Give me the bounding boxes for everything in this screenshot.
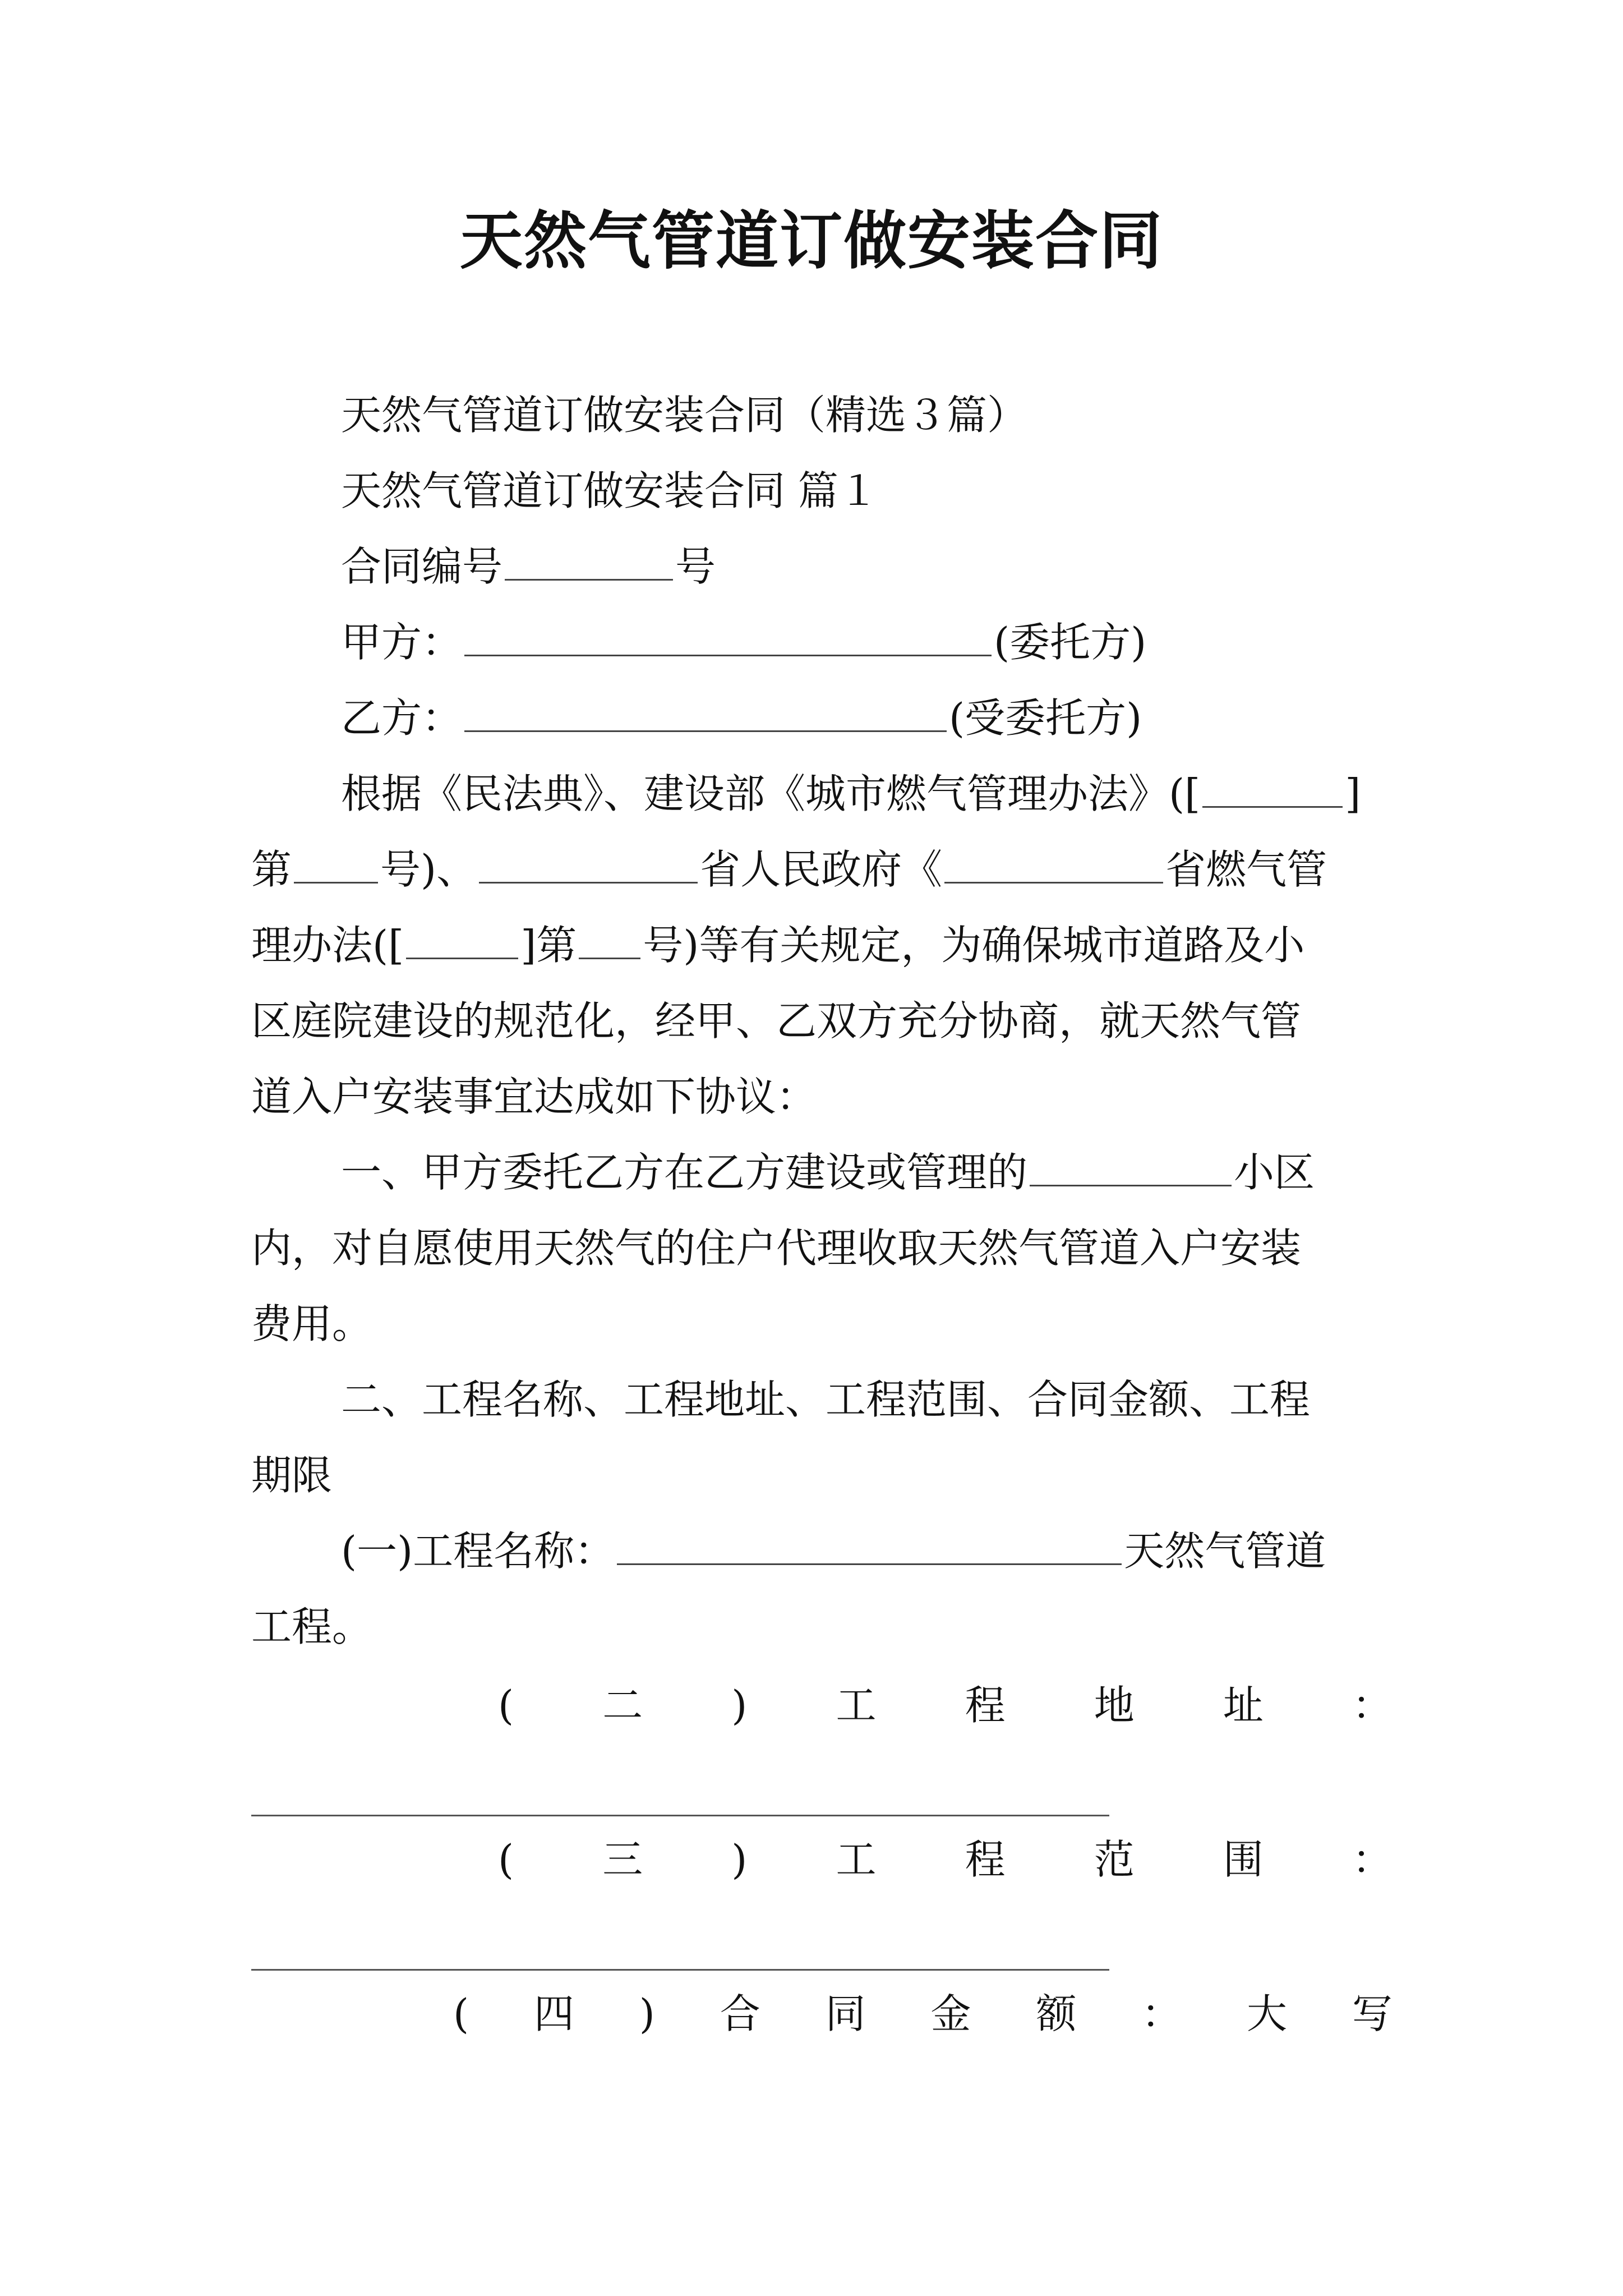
blank-field xyxy=(579,922,640,959)
char: ： xyxy=(1141,1990,1182,2037)
char: ) xyxy=(731,1836,748,1883)
contract-number-line xyxy=(251,539,716,595)
char: ： xyxy=(1352,1682,1393,1729)
text-span: 号)、 xyxy=(380,846,477,893)
paragraph-line: 道入户安装事宜达成如下协议： xyxy=(251,1073,817,1120)
project-name-line xyxy=(251,1523,1326,1579)
char: 三 xyxy=(602,1836,643,1883)
party-b-label: 乙方： xyxy=(341,694,463,742)
blank-field xyxy=(1202,770,1343,808)
char: 程 xyxy=(965,1836,1006,1883)
char: ( xyxy=(498,1836,514,1883)
text-span: ] xyxy=(1345,770,1361,817)
text-span: 号)等有关规定，为确保城市道路及小 xyxy=(643,922,1305,969)
party-a-blank xyxy=(464,619,992,656)
text-span: 小区 xyxy=(1234,1149,1315,1196)
char: 同 xyxy=(825,1990,866,2037)
char: ( xyxy=(498,1682,514,1729)
char: 址 xyxy=(1223,1682,1264,1729)
char: 二 xyxy=(602,1682,643,1729)
project-name-blank xyxy=(617,1527,1122,1565)
blank-field xyxy=(479,846,698,884)
project-address-blank xyxy=(251,1815,1109,1816)
party-a-line xyxy=(251,614,1146,670)
text-span: ]第 xyxy=(520,922,577,969)
paragraph-line: 费用。 xyxy=(251,1300,373,1347)
project-address-line xyxy=(251,1677,1393,1733)
contract-number-label: 合同编号 xyxy=(341,543,503,590)
text-span: 省人民政府《 xyxy=(700,846,943,893)
char: ( xyxy=(453,1990,469,2037)
contract-amount-line xyxy=(251,1986,1393,2042)
subtitle: 天然气管道订做安装合同（精选３篇） xyxy=(341,392,1028,439)
char: 写 xyxy=(1352,1990,1393,2037)
paragraph-line xyxy=(251,841,1327,898)
paragraph-line xyxy=(251,766,1361,822)
char: 大 xyxy=(1247,1990,1288,2037)
blank-field xyxy=(406,922,518,959)
party-b-blank xyxy=(464,694,947,732)
text-span: 一、甲方委托乙方在乙方建设或管理的 xyxy=(341,1149,1028,1196)
char: 工 xyxy=(836,1836,877,1883)
char: ) xyxy=(639,1990,655,2037)
clause-two-heading: 二、工程名称、工程地址、工程范围、合同金额、工程 xyxy=(341,1376,1311,1423)
paragraph-line: 期限 xyxy=(251,1452,333,1499)
section-heading: 天然气管道订做安装合同 篇１ xyxy=(341,467,879,514)
paragraph-line: 工程。 xyxy=(251,1603,373,1650)
project-scope-blank xyxy=(251,1969,1109,1971)
text-span: 天然气管道 xyxy=(1124,1527,1326,1575)
char: 工 xyxy=(836,1682,877,1729)
contract-number-suffix: 号 xyxy=(675,543,716,590)
party-a-label: 甲方： xyxy=(341,619,463,666)
char: 金 xyxy=(930,1990,971,2037)
char: 程 xyxy=(965,1682,1006,1729)
project-name-label: (一)工程名称： xyxy=(341,1527,615,1575)
text-span: 理办法([ xyxy=(251,922,404,969)
contract-number-blank xyxy=(505,543,673,581)
char: 合 xyxy=(720,1990,760,2037)
paragraph-line: 内，对自愿使用天然气的住户代理收取天然气管道入户安装 xyxy=(251,1225,1302,1272)
char: ： xyxy=(1352,1836,1393,1883)
party-a-role: (委托方) xyxy=(994,619,1147,666)
project-scope-line xyxy=(251,1832,1393,1888)
clause-one-line xyxy=(251,1144,1315,1200)
text-span: 根据《民法典》、建设部《城市燃气管理办法》([ xyxy=(341,770,1201,817)
char: 地 xyxy=(1094,1682,1135,1729)
blank-field xyxy=(294,846,378,884)
char: ) xyxy=(731,1682,748,1729)
text-span: 第 xyxy=(251,846,292,893)
char: 范 xyxy=(1094,1836,1135,1883)
char: 额 xyxy=(1036,1990,1077,2037)
char: 四 xyxy=(533,1990,574,2037)
party-b-line xyxy=(251,690,1142,746)
paragraph-line: 区庭院建设的规范化，经甲、乙双方充分协商，就天然气管 xyxy=(251,997,1302,1045)
page-title: 天然气管道订做安装合同 xyxy=(460,205,1163,278)
char: 围 xyxy=(1223,1836,1264,1883)
paragraph-line xyxy=(251,917,1304,973)
text-span: 省燃气管 xyxy=(1165,846,1327,893)
community-name-blank xyxy=(1030,1149,1232,1186)
party-b-role: (受委托方) xyxy=(949,694,1142,742)
blank-field xyxy=(944,846,1163,884)
